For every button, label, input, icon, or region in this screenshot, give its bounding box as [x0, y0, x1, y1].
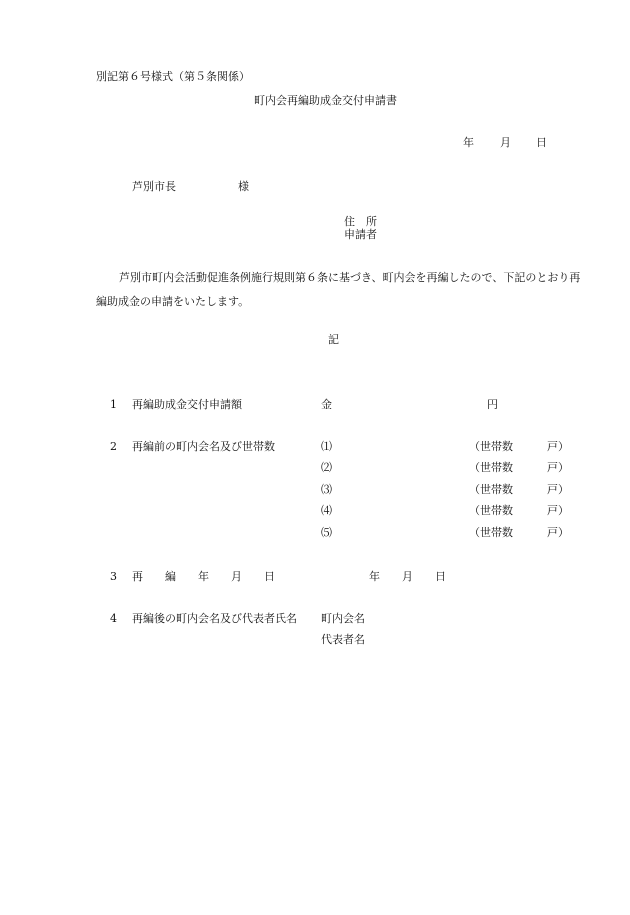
item-4-number: 4 [110, 612, 117, 625]
households-open: （世帯数 [469, 440, 513, 453]
item-2-number: 2 [110, 440, 117, 453]
date-year: 年 [463, 136, 474, 149]
item-2-label: 再編前の町内会名及び世帯数 [132, 440, 275, 453]
document-title: 町内会再編助成金交付申請書 [254, 94, 397, 107]
item-1-label: 再編助成金交付申請額 [132, 398, 242, 411]
address-label: 住 所 [344, 215, 377, 228]
households-open: （世帯数 [469, 483, 513, 496]
households-close: 戸） [547, 504, 569, 517]
item-1-prefix: 金 [321, 398, 332, 411]
addressee-honorific: 様 [238, 180, 249, 193]
households-open: （世帯数 [469, 504, 513, 517]
representative-name-label: 代表者名 [321, 633, 365, 646]
item-1-number: 1 [110, 398, 117, 411]
households-close: 戸） [547, 440, 569, 453]
row-index: ⑵ [321, 461, 332, 474]
applicant-label: 申請者 [344, 228, 377, 241]
row-index: ⑸ [321, 526, 332, 539]
households-close: 戸） [547, 483, 569, 496]
row-index: ⑶ [321, 483, 332, 496]
item-3-number: 3 [110, 570, 117, 583]
form-label: 別記第６号様式（第５条関係） [96, 70, 250, 83]
ki-heading: 記 [328, 333, 339, 346]
households-open: （世帯数 [469, 461, 513, 474]
row-index: ⑴ [321, 440, 332, 453]
addressee-name: 芦別市長 [132, 180, 176, 193]
households-close: 戸） [547, 461, 569, 474]
item-3-label: 再 編 年 月 日 [132, 570, 275, 583]
row-index: ⑷ [321, 504, 332, 517]
item-4-label: 再編後の町内会名及び代表者氏名 [132, 612, 297, 625]
households-open: （世帯数 [469, 526, 513, 539]
item-3-value: 年 月 日 [369, 570, 446, 583]
body-paragraph: 芦別市町内会活動促進条例施行規則第６条に基づき、町内会を再編したので、下記のとおり再編助成金の申請をいたします。 [96, 271, 581, 308]
date-month: 月 [500, 136, 511, 149]
item-1-unit: 円 [487, 398, 498, 411]
date-day: 日 [536, 136, 547, 149]
households-close: 戸） [547, 526, 569, 539]
association-name-label: 町内会名 [321, 612, 365, 625]
